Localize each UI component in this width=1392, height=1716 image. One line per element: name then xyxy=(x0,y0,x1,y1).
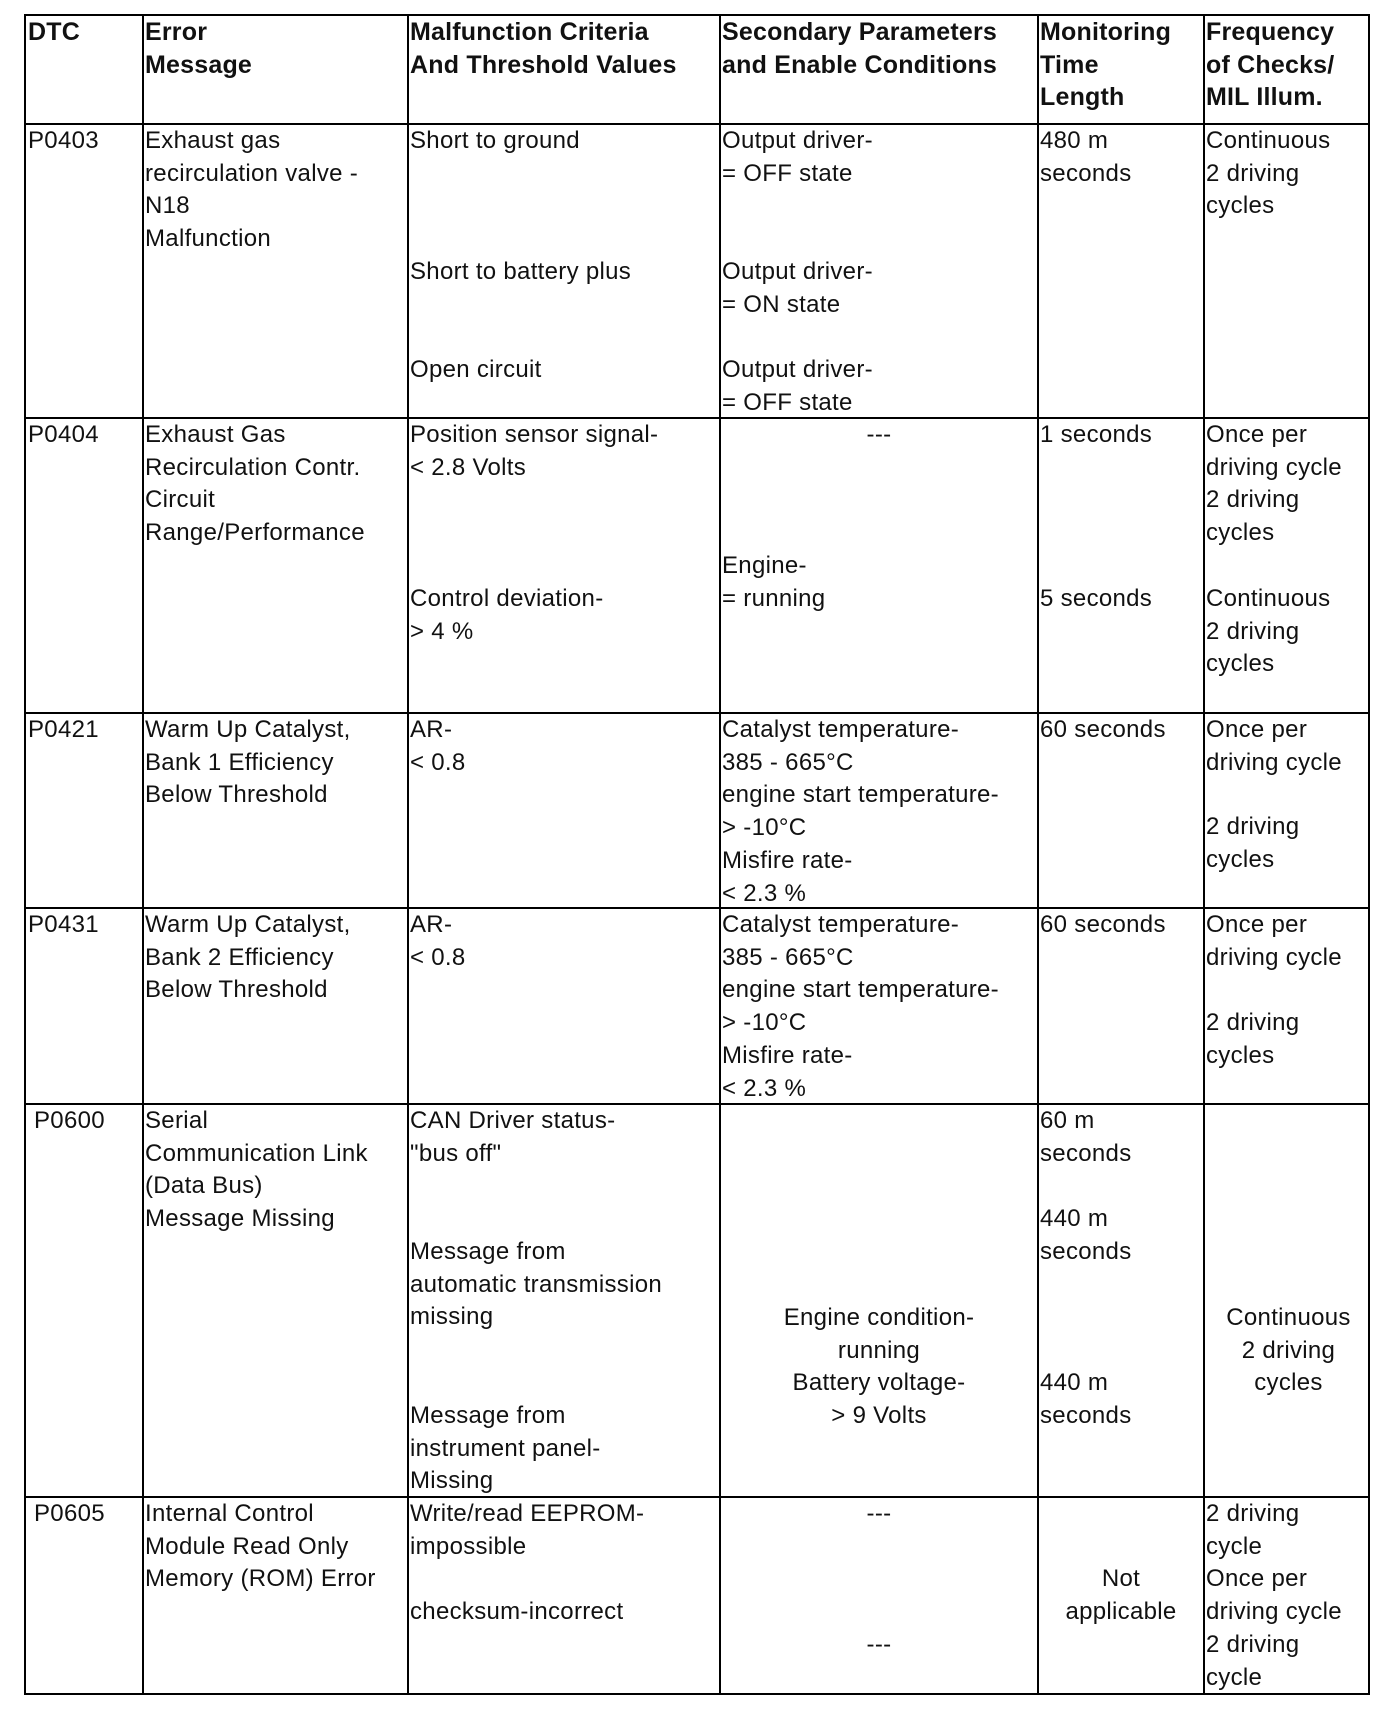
criteria-text: Position sensor signal- < 2.8 Volts xyxy=(410,421,659,481)
error-message: Exhaust Gas Recirculation Contr. Circuit Range/Performance xyxy=(145,421,365,547)
header-dtc: DTC xyxy=(28,18,80,46)
secondary-text: --- xyxy=(866,1631,892,1658)
frequency-text: Once per driving cycle 2 driving cycles xyxy=(1206,421,1342,547)
secondary-text: Catalyst temperature- 385 - 665°C engine start temperature- > -10°C Misfire rate- < 2.3 % xyxy=(722,716,999,907)
column-divider xyxy=(142,16,144,1693)
error-message: Internal Control Module Read Only Memory (ROM) Error xyxy=(145,1500,376,1593)
error-message: Warm Up Catalyst, Bank 2 Efficiency Below Threshold xyxy=(145,911,351,1004)
dtc-table xyxy=(24,14,1370,1695)
column-divider xyxy=(1203,16,1205,1693)
frequency-text: Once per driving cycle xyxy=(1206,911,1342,971)
monitoring-time: 5 seconds xyxy=(1040,585,1153,612)
monitoring-time: 60 m seconds xyxy=(1040,1107,1132,1167)
column-divider xyxy=(1037,16,1039,1693)
criteria-text: Short to ground xyxy=(410,127,580,154)
criteria-text: Message from instrument panel- Missing xyxy=(410,1402,601,1495)
dtc-code: P0403 xyxy=(28,127,99,154)
criteria-text: Short to battery plus xyxy=(410,258,632,285)
monitoring-time: 480 m seconds xyxy=(1040,127,1132,187)
monitoring-time: Not applicable xyxy=(1065,1565,1177,1625)
column-divider xyxy=(407,16,409,1693)
monitoring-time: 1 seconds xyxy=(1040,421,1153,448)
error-message: Exhaust gas recirculation valve - N18 Malfunction xyxy=(145,127,359,253)
frequency-text: Continuous 2 driving cycles xyxy=(1226,1304,1351,1397)
header-secondary-parameters: Secondary Parameters and Enable Conditions xyxy=(722,18,998,79)
criteria-text: AR- < 0.8 xyxy=(410,716,466,776)
error-message: Warm Up Catalyst, Bank 1 Efficiency Below Threshold xyxy=(145,716,351,809)
criteria-text: AR- < 0.8 xyxy=(410,911,466,971)
secondary-text: --- xyxy=(866,1500,892,1527)
criteria-text: checksum-incorrect xyxy=(410,1598,624,1625)
dtc-code: P0421 xyxy=(28,716,99,743)
error-message: Serial Communication Link (Data Bus) Message Missing xyxy=(145,1107,368,1233)
criteria-text: Message from automatic transmission missing xyxy=(410,1238,663,1331)
monitoring-time: 60 seconds xyxy=(1040,716,1166,743)
criteria-text: Write/read EEPROM- impossible xyxy=(410,1500,645,1560)
header-error-message: Error Message xyxy=(145,18,253,79)
frequency-text: Once per driving cycle xyxy=(1206,716,1342,776)
secondary-text: Catalyst temperature- 385 - 665°C engine start temperature- > -10°C Misfire rate- < 2.3 % xyxy=(722,911,999,1102)
header-monitoring-time: Monitoring Time Length xyxy=(1040,18,1172,112)
column-divider xyxy=(719,16,721,1693)
secondary-text: --- xyxy=(866,421,892,448)
dtc-code: P0404 xyxy=(28,421,99,448)
monitoring-time: 440 m seconds xyxy=(1040,1205,1132,1265)
frequency-text: Continuous 2 driving cycles xyxy=(1206,127,1331,220)
secondary-text: Engine condition- running Battery voltage- > 9 Volts xyxy=(783,1304,975,1430)
criteria-text: CAN Driver status- "bus off" xyxy=(410,1107,616,1167)
frequency-text: Continuous 2 driving cycles xyxy=(1206,585,1331,678)
secondary-text: Output driver- = OFF state xyxy=(722,127,873,187)
header-malfunction-criteria: Malfunction Criteria And Threshold Values xyxy=(410,18,677,79)
header-frequency: Frequency of Checks/ MIL Illum. xyxy=(1206,18,1335,112)
secondary-text: Output driver- = ON state xyxy=(722,258,873,318)
criteria-text: Open circuit xyxy=(410,356,542,383)
dtc-code: P0431 xyxy=(28,911,99,938)
frequency-text: 2 driving cycles xyxy=(1206,1009,1300,1069)
dtc-code: P0605 xyxy=(34,1500,105,1527)
monitoring-time: 440 m seconds xyxy=(1040,1369,1132,1429)
frequency-text: 2 driving cycles xyxy=(1206,813,1300,873)
dtc-code: P0600 xyxy=(34,1107,105,1134)
secondary-text: Output driver- = OFF state xyxy=(722,356,873,416)
frequency-text: 2 driving cycle Once per driving cycle 2 driving cycle xyxy=(1206,1500,1342,1691)
secondary-text: Engine- = running xyxy=(722,552,826,612)
monitoring-time: 60 seconds xyxy=(1040,911,1166,938)
criteria-text: Control deviation- > 4 % xyxy=(410,585,604,645)
